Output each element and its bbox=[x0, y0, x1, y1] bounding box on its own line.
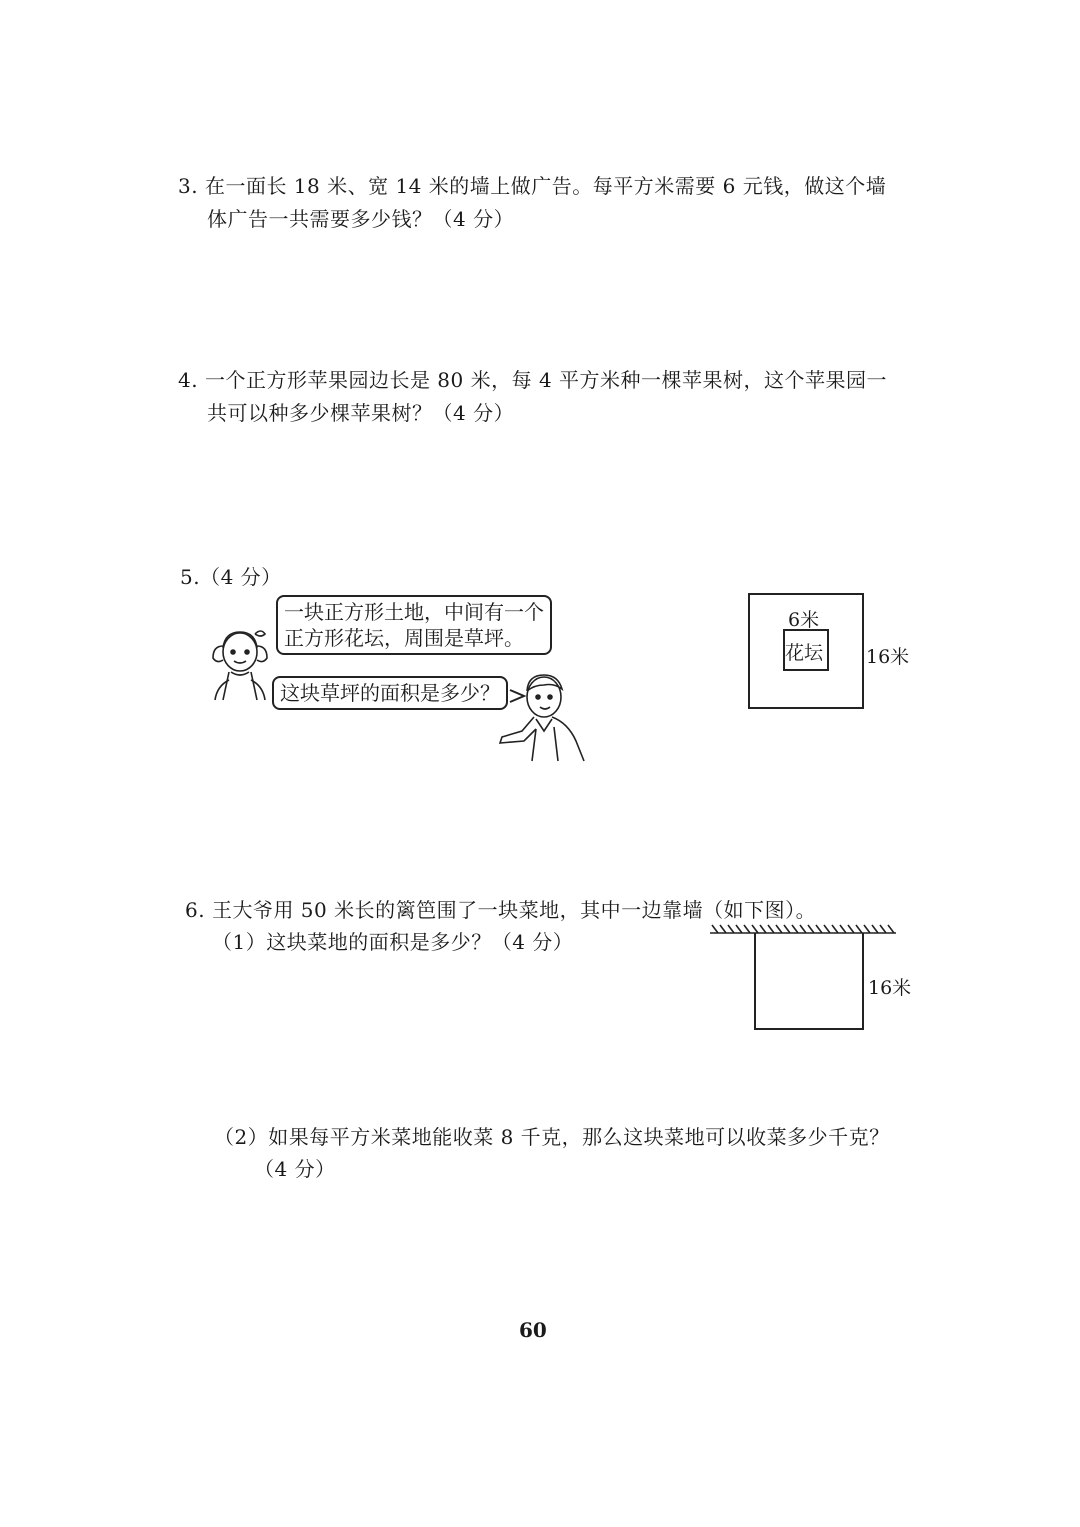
girl-illustration bbox=[205, 620, 275, 705]
garden-side-label: 16米 bbox=[868, 977, 912, 999]
q5-header: 5.（4 分） bbox=[180, 565, 282, 589]
girl-speech-bubble bbox=[276, 595, 552, 655]
flower-bed-label: 花坛 bbox=[785, 642, 824, 664]
girl-bubble-line2: 正方形花坛，周围是草坪。 bbox=[284, 626, 524, 650]
q3-text-line2: 体广告一共需要多少钱？（4 分） bbox=[207, 207, 515, 231]
q6-part2-line2: （4 分） bbox=[254, 1157, 336, 1181]
girl-bubble-line1: 一块正方形土地，中间有一个 bbox=[284, 600, 544, 624]
boy-bubble-text: 这块草坪的面积是多少？ bbox=[280, 681, 500, 705]
outer-side-label: 16米 bbox=[866, 646, 910, 668]
boy-speech-bubble bbox=[272, 676, 508, 710]
boy-illustration bbox=[492, 665, 592, 765]
q6-part2-line1: （2）如果每平方米菜地能收菜 8 千克，那么这块菜地可以收菜多少千克？ bbox=[214, 1125, 890, 1149]
inner-side-label: 6米 bbox=[788, 609, 820, 631]
q6-part1-text: （1）这块菜地的面积是多少？（4 分） bbox=[212, 930, 574, 954]
garden-fence bbox=[755, 933, 863, 1029]
q6-text-line1: 6. 王大爷用 50 米长的篱笆围了一块菜地，其中一边靠墙（如下图）。 bbox=[185, 898, 817, 922]
q4-text-line2: 共可以种多少棵苹果树？（4 分） bbox=[207, 401, 515, 425]
q3-text-line1: 3. 在一面长 18 米、宽 14 米的墙上做广告。每平方米需要 6 元钱，做这个墙 bbox=[178, 174, 887, 198]
wall-hatching bbox=[712, 925, 894, 933]
page-number: 60 bbox=[519, 1318, 547, 1342]
q4-text-line1: 4. 一个正方形苹果园边长是 80 米，每 4 平方米种一棵苹果树，这个苹果园一 bbox=[178, 368, 888, 392]
